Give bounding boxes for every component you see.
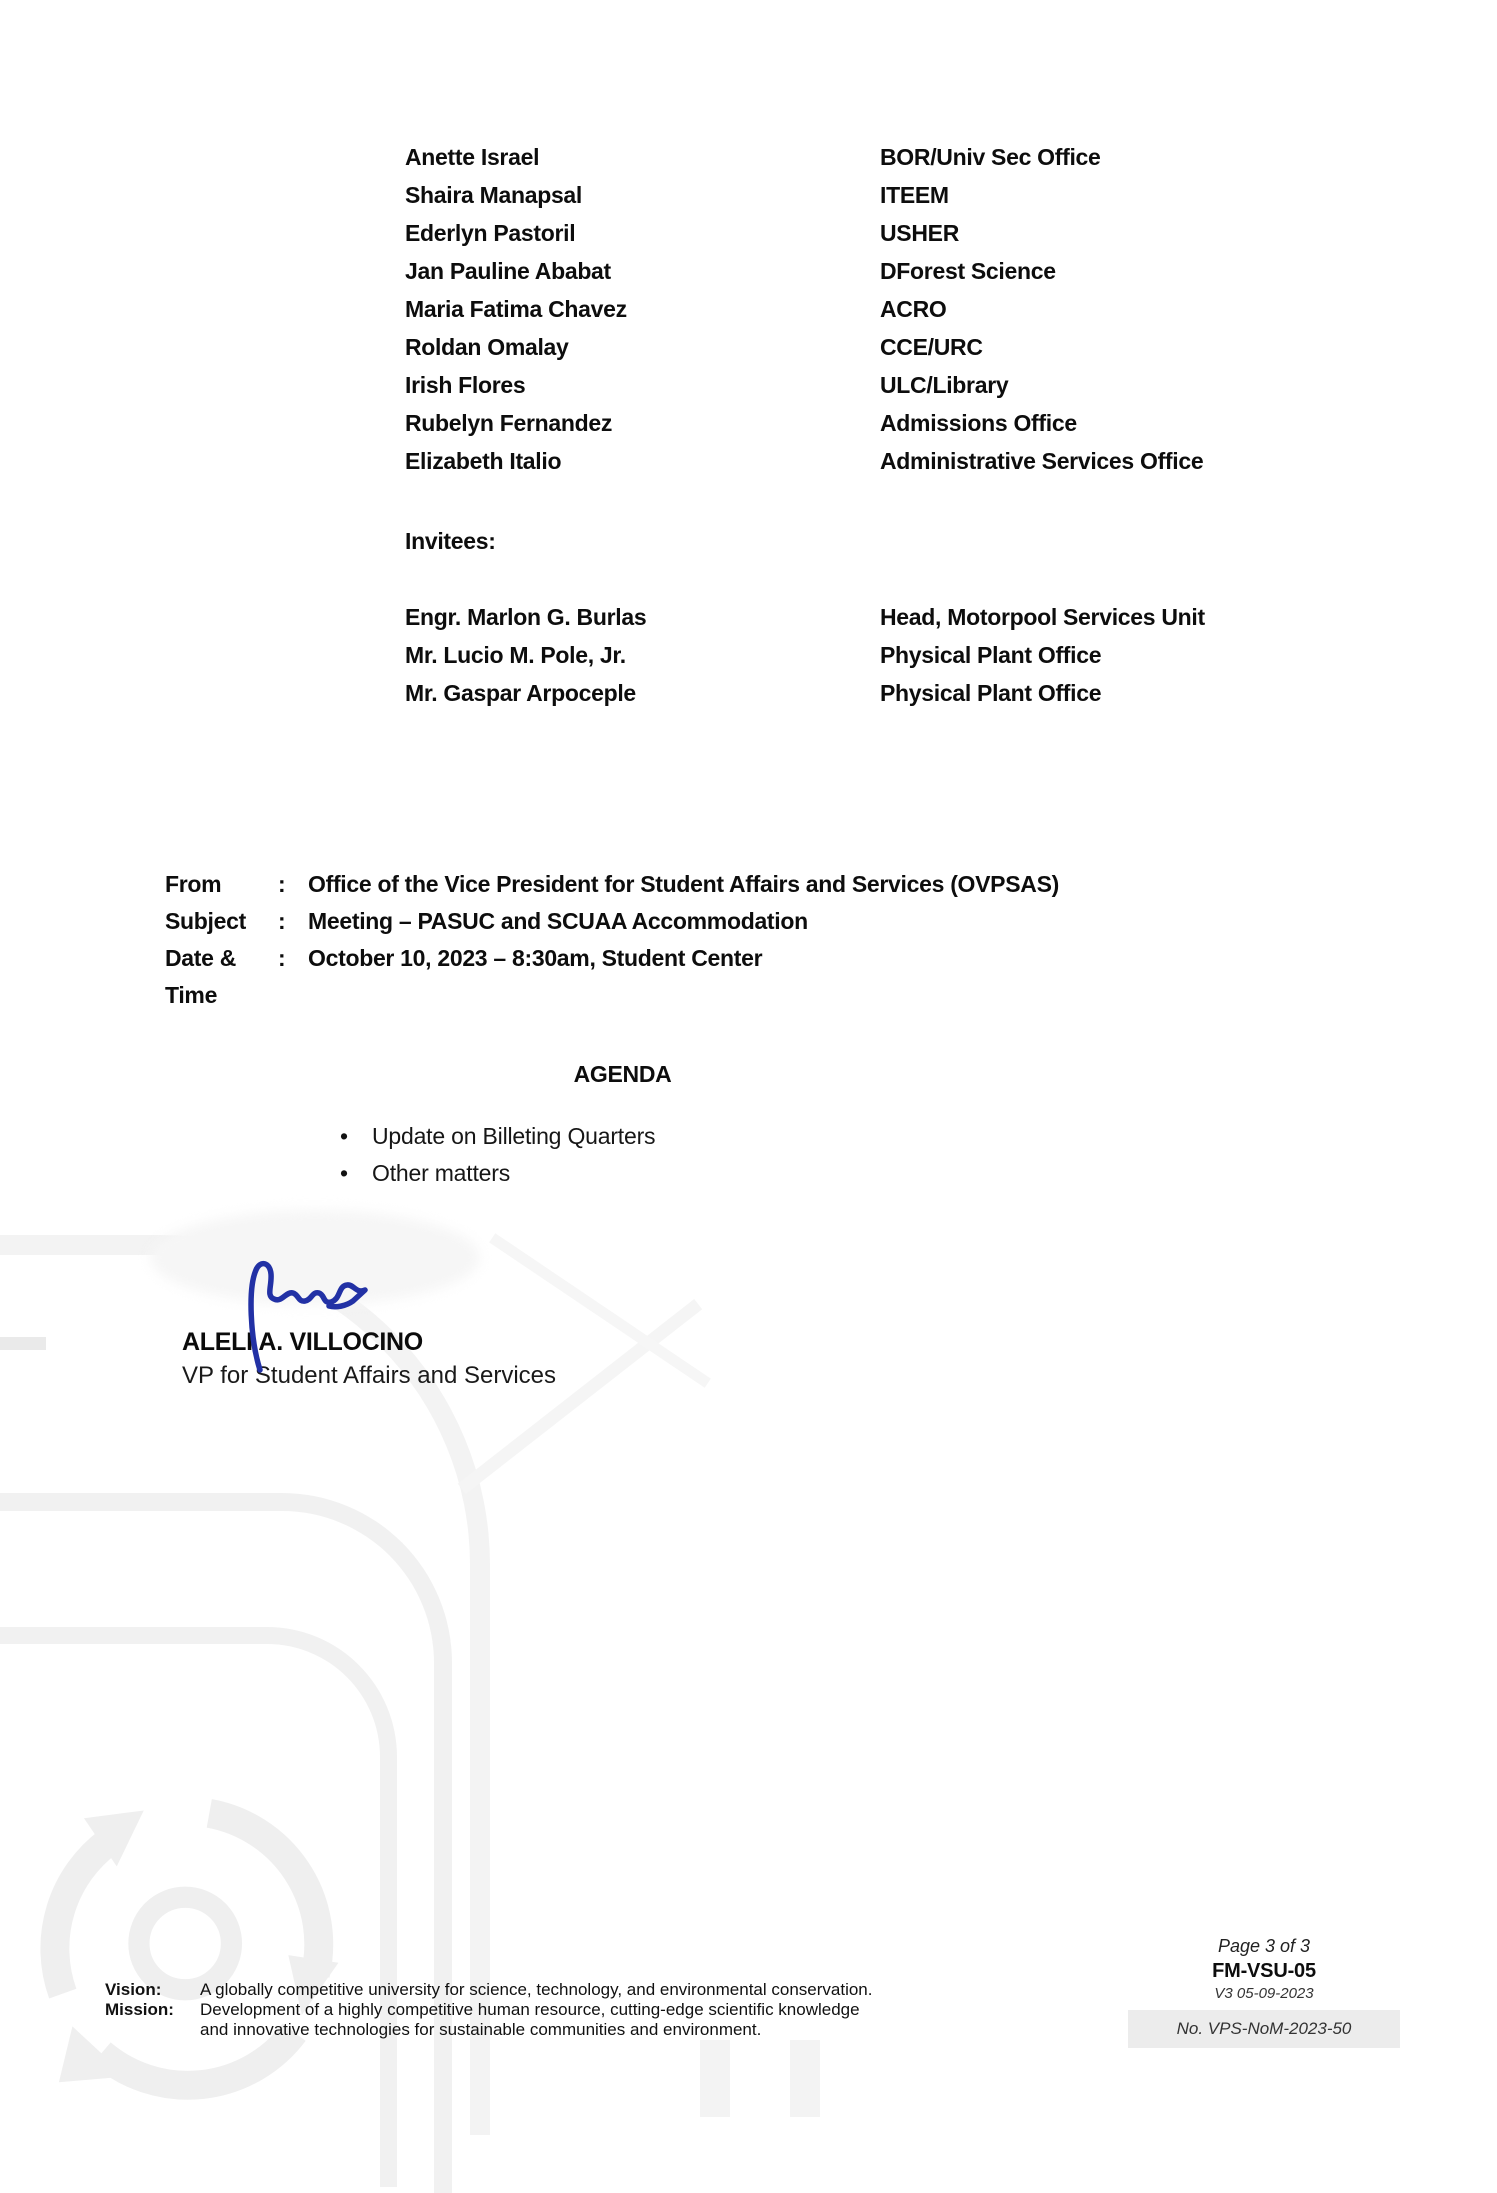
mission-text-line2: and innovative technologies for sustainable communities and environment. <box>200 2020 762 2039</box>
invitee-office: Physical Plant Office <box>880 680 1102 706</box>
attendee-office: ITEEM <box>880 182 949 208</box>
signatory-title: VP for Student Affairs and Services <box>182 1362 556 1389</box>
subject-value: Meeting – PASUC and SCUAA Accommodation <box>308 908 808 934</box>
datetime-value: October 10, 2023 – 8:30am, Student Center <box>308 945 763 971</box>
mission-row-continued <box>105 2020 873 2040</box>
watermark-left-dash <box>0 1337 46 1350</box>
attendee-office: Admissions Office <box>880 410 1077 436</box>
agenda-item <box>340 1155 655 1192</box>
attendee-office: USHER <box>880 220 960 246</box>
invitee-row <box>405 674 1205 712</box>
invitee-row <box>405 636 1205 674</box>
datetime-label: Date & Time <box>165 945 237 1008</box>
invitee-office: Physical Plant Office <box>880 642 1102 668</box>
attendee-row <box>405 328 1203 366</box>
attendee-name: Roldan Omalay <box>405 334 569 360</box>
attendee-office: BOR/Univ Sec Office <box>880 144 1101 170</box>
attendee-office: CCE/URC <box>880 334 983 360</box>
mission-text-line1: Development of a highly competitive human resource, cutting-edge scientific knowledge <box>200 2000 860 2019</box>
colon-separator: : <box>278 871 286 897</box>
attendee-name: Jan Pauline Ababat <box>405 258 611 284</box>
attendee-row <box>405 290 1203 328</box>
attendee-row <box>405 366 1203 404</box>
attendee-name: Rubelyn Fernandez <box>405 410 613 436</box>
form-version: V3 05-09-2023 <box>1214 1985 1314 2002</box>
attendee-row <box>405 442 1203 480</box>
form-code: FM-VSU-05 <box>1212 1960 1316 1982</box>
attendee-office: Administrative Services Office <box>880 448 1204 474</box>
mission-row <box>105 2000 873 2020</box>
from-row <box>165 866 1059 903</box>
recycle-arrows-watermark-icon <box>10 1770 370 2117</box>
page-number: Page 3 of 3 <box>1217 1936 1311 1956</box>
agenda-item-text: Other matters <box>372 1160 510 1186</box>
vision-mission-footer <box>105 1980 873 2040</box>
invitees-heading: Invitees: <box>405 528 496 554</box>
invitee-name: Engr. Marlon G. Burlas <box>405 604 647 630</box>
mission-label: Mission: <box>105 2000 174 2019</box>
attendee-row <box>405 214 1203 252</box>
attendee-name: Ederlyn Pastoril <box>405 220 576 246</box>
vision-text: A globally competitive university for science, technology, and environmental conservation. <box>200 1980 873 1999</box>
attendee-name: Maria Fatima Chavez <box>405 296 627 322</box>
vision-label: Vision: <box>105 1980 162 1999</box>
from-value: Office of the Vice President for Student Affairs and Services (OVPSAS) <box>308 871 1059 897</box>
datetime-row <box>165 940 1059 1014</box>
invitee-row <box>405 598 1205 636</box>
invitee-list <box>405 598 1205 712</box>
invitee-name: Mr. Lucio M. Pole, Jr. <box>405 642 626 668</box>
agenda-heading: AGENDA <box>573 1061 672 1087</box>
memo-header <box>165 866 1059 1014</box>
attendee-row <box>405 138 1203 176</box>
attendee-name: Shaira Manapsal <box>405 182 583 208</box>
attendee-name: Elizabeth Italio <box>405 448 562 474</box>
handwritten-signature <box>228 1252 388 1377</box>
invitee-office: Head, Motorpool Services Unit <box>880 604 1205 630</box>
bullet-icon: • <box>340 1160 349 1186</box>
attendee-row <box>405 404 1203 442</box>
attendee-office: ULC/Library <box>880 372 1009 398</box>
attendee-name: Irish Flores <box>405 372 526 398</box>
agenda-list <box>340 1118 655 1192</box>
agenda-item-text: Update on Billeting Quarters <box>372 1123 656 1149</box>
agenda-item <box>340 1118 655 1155</box>
watermark-diagonal-streak <box>458 1299 702 1494</box>
mission-label-spacer <box>105 2020 200 2040</box>
attendee-row <box>405 252 1203 290</box>
signatory-name: ALELI A. VILLOCINO <box>182 1328 423 1356</box>
from-label: From <box>165 871 222 897</box>
subject-row <box>165 903 1059 940</box>
form-control-block <box>1128 1936 1400 2048</box>
document-number-badge: No. VPS-NoM-2023-50 <box>1128 2010 1400 2048</box>
attendee-office: ACRO <box>880 296 947 322</box>
bullet-icon: • <box>340 1123 349 1149</box>
watermark-pillar <box>700 2040 730 2117</box>
invitee-name: Mr. Gaspar Arpoceple <box>405 680 636 706</box>
attendee-row <box>405 176 1203 214</box>
watermark-pillar <box>790 2040 820 2117</box>
colon-separator: : <box>278 945 286 971</box>
colon-separator: : <box>278 908 286 934</box>
subject-label: Subject <box>165 908 246 934</box>
vision-row <box>105 1980 873 2000</box>
attendee-office: DForest Science <box>880 258 1056 284</box>
attendee-list <box>405 138 1203 480</box>
attendee-name: Anette Israel <box>405 144 540 170</box>
